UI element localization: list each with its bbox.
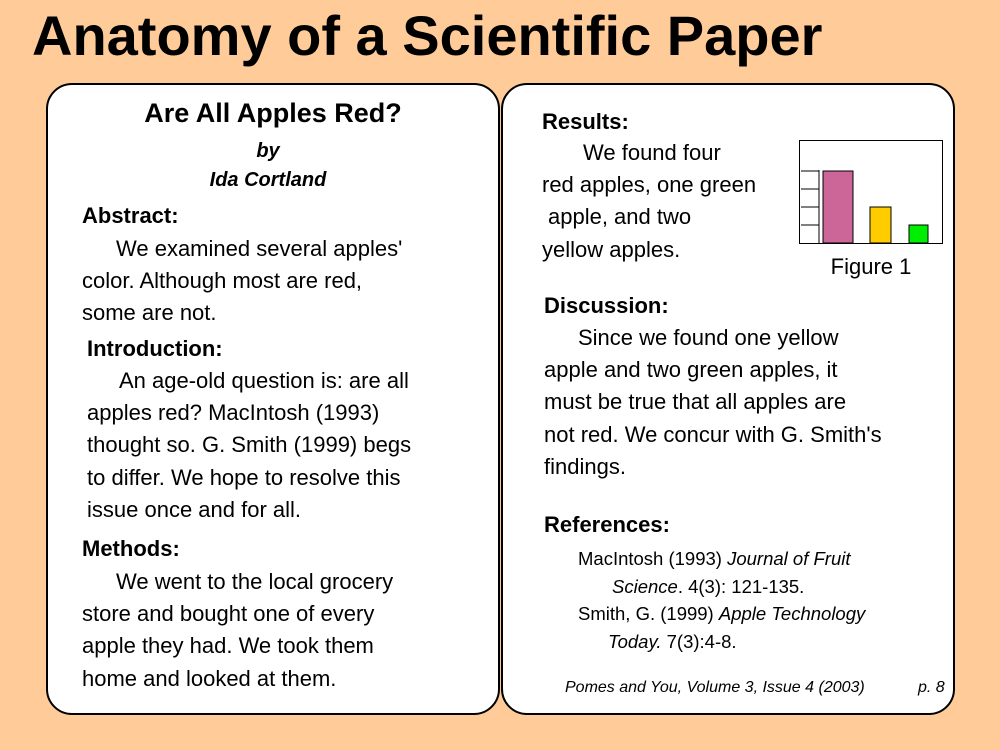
discussion-line: not red. We concur with G. Smith's: [544, 421, 882, 447]
reference-2-journal-cont: Today.: [608, 630, 662, 652]
methods-line: home and looked at them.: [82, 665, 337, 691]
references-heading: References:: [544, 512, 670, 537]
reference-2-volume: 7(3):4-8.: [661, 630, 737, 652]
methods-line: We went to the local grocery: [116, 569, 394, 594]
paper-author: Ida Cortland: [209, 169, 327, 191]
discussion-line: findings.: [544, 453, 626, 479]
chart-bar-2: [870, 207, 891, 243]
footer-citation: Pomes and You, Volume 3, Issue 4 (2003): [565, 679, 865, 696]
reference-1-line-2: [578, 573, 851, 601]
chart-bar-3: [909, 225, 928, 243]
discussion-line: must be true that all apples are: [544, 389, 847, 415]
paper-title: Are All Apples Red?: [144, 98, 402, 128]
introduction-line: issue once and for all.: [87, 496, 302, 522]
methods-line: store and bought one of every: [82, 601, 375, 627]
page-number: p. 8: [918, 679, 945, 696]
results-body: [542, 137, 756, 266]
slide-title: Anatomy of a Scientific Paper: [32, 4, 823, 67]
paper-by: by: [256, 140, 280, 162]
introduction-line: An age-old question is: are all: [119, 368, 409, 393]
reference-2-journal: Apple Technology: [718, 603, 866, 624]
introduction-line: apples red? MacIntosh (1993): [87, 400, 380, 426]
results-line: red apples, one green: [542, 172, 757, 198]
abstract-body: [82, 233, 402, 330]
discussion-line: apple and two green apples, it: [544, 357, 838, 383]
reference-1-journal: Journal of Fruit: [727, 548, 851, 569]
methods-heading: Methods:: [82, 536, 180, 561]
abstract-line: some are not.: [82, 300, 217, 326]
figure-1-bar-chart: [799, 140, 943, 244]
results-line: apple, and two: [548, 204, 692, 230]
reference-2-line-1: [578, 600, 865, 628]
abstract-heading: Abstract:: [82, 203, 179, 228]
discussion-heading: Discussion:: [544, 293, 669, 318]
discussion-line: Since we found one yellow: [578, 325, 839, 350]
introduction-heading: Introduction:: [87, 336, 223, 361]
abstract-line: We examined several apples': [116, 236, 403, 261]
abstract-line: color. Although most are red,: [82, 268, 363, 294]
reference-2-line-2: [578, 628, 865, 656]
introduction-line: to differ. We hope to resolve this: [87, 464, 401, 490]
reference-1-journal-cont: Science: [612, 575, 678, 597]
introduction-line: thought so. G. Smith (1999) begs: [87, 432, 412, 458]
reference-1-volume: . 4(3): 121-135.: [677, 575, 805, 597]
chart-bar-1: [823, 171, 853, 243]
reference-2-authors: Smith, G. (1999): [578, 603, 719, 624]
figure-caption: Figure 1: [830, 254, 912, 279]
methods-body: [82, 566, 393, 695]
methods-line: apple they had. We took them: [82, 633, 374, 659]
results-heading: Results:: [542, 109, 629, 134]
reference-2: [578, 600, 865, 655]
introduction-body: [87, 365, 411, 526]
results-line: We found four: [583, 140, 721, 165]
reference-1-line-1: [578, 545, 851, 573]
reference-1: [578, 545, 851, 600]
discussion-body: [544, 322, 882, 483]
results-line: yellow apples.: [542, 236, 681, 262]
reference-1-authors: MacIntosh (1993): [578, 548, 728, 569]
